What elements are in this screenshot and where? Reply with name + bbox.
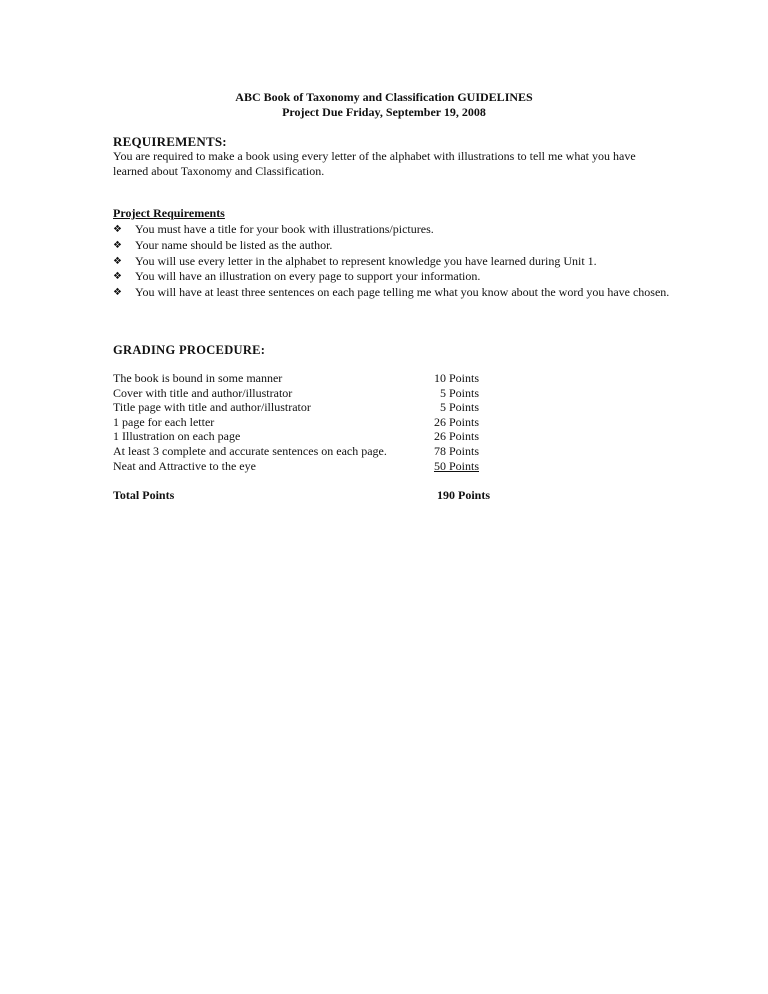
list-item	[113, 285, 673, 301]
grading-points: 78 Points	[433, 443, 479, 458]
diamond-bullet-icon: ❖	[113, 271, 122, 283]
table-row	[113, 415, 513, 430]
grading-procedure-heading: GRADING PROCEDURE:	[113, 343, 266, 357]
table-row	[113, 386, 513, 401]
title-line-1: ABC Book of Taxonomy and Classification GUIDELINES	[235, 90, 533, 104]
list-item-text: You will have at least three sentences on each page telling me what you know about the word you have chosen.	[135, 285, 670, 300]
grading-points: 26 Points	[433, 414, 479, 429]
requirements-text: You are required to make a book using every letter of the alphabet with illustrations to tell me what you have learned about Taxonomy and Classification.	[113, 149, 636, 178]
table-row	[113, 371, 513, 386]
list-item	[113, 254, 673, 270]
diamond-bullet-icon: ❖	[113, 239, 122, 251]
grading-item: Neat and Attractive to the eye	[113, 458, 256, 473]
grading-item: The book is bound in some manner	[113, 371, 283, 385]
project-requirements-heading: Project Requirements	[113, 206, 225, 220]
grading-item: 1 page for each letter	[113, 414, 215, 429]
requirements-heading: REQUIREMENTS:	[113, 134, 227, 149]
grading-points: 10 Points	[433, 371, 479, 385]
grading-item: At least 3 complete and accurate sentences on each page.	[113, 443, 387, 458]
grading-points: 50 Points	[433, 458, 479, 473]
table-row	[113, 429, 513, 444]
total-points-label: Total Points	[113, 488, 175, 502]
list-item-text: You will use every letter in the alphabet to represent knowledge you have learned during Unit 1.	[135, 253, 597, 268]
table-row	[113, 400, 513, 415]
total-points-value: 190 Points	[437, 488, 491, 502]
diamond-bullet-icon: ❖	[113, 224, 122, 235]
grading-points: 5 Points	[439, 385, 479, 400]
list-item	[113, 269, 673, 285]
grading-item: Title page with title and author/illustrator	[113, 400, 311, 415]
list-item	[113, 222, 673, 238]
grading-item: 1 Illustration on each page	[113, 429, 241, 444]
grading-points: 5 Points	[439, 400, 479, 415]
document-title	[0, 90, 768, 120]
list-item-text: You must have a title for your book with illustrations/pictures.	[135, 222, 434, 236]
title-line-2: Project Due Friday, September 19, 2008	[282, 105, 486, 119]
grading-table	[113, 371, 513, 473]
list-item	[113, 238, 673, 254]
project-requirements-list	[113, 222, 673, 301]
table-row	[113, 444, 513, 459]
grading-item: Cover with title and author/illustrator	[113, 385, 293, 400]
diamond-bullet-icon: ❖	[113, 255, 122, 267]
list-item-text: You will have an illustration on every page to support your information.	[135, 269, 481, 284]
diamond-bullet-icon: ❖	[113, 287, 122, 299]
table-row	[113, 459, 513, 474]
list-item-text: Your name should be listed as the author.	[135, 237, 333, 252]
grading-points: 26 Points	[433, 429, 479, 444]
